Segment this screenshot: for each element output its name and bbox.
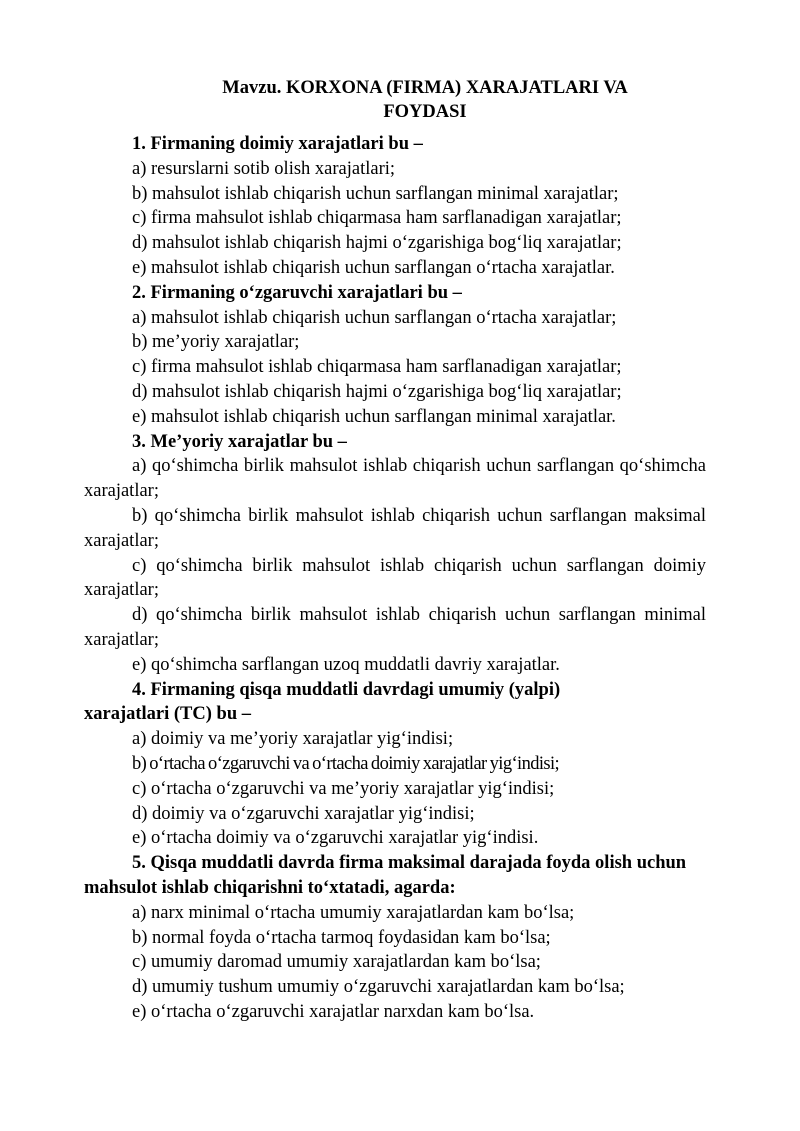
answer-option: c) firma mahsulot ishlab chiqarmasa ham sarflanadigan xarajatlar; [132, 357, 622, 378]
answer-option: e) oʻrtacha oʻzgaruvchi xarajatlar narxdan kam boʻlsa. [132, 1001, 535, 1022]
document-page [84, 76, 706, 1025]
answer-option: e) mahsulot ishlab chiqarish uchun sarflangan minimal xarajatlar. [132, 406, 616, 427]
answer-option: b) me’yoriy xarajatlar; [132, 332, 300, 353]
answer-option: b) normal foyda oʻrtacha tarmoq foydasidan kam boʻlsa; [132, 927, 551, 948]
question-heading: 3. Me’yoriy xarajatlar bu – [132, 431, 347, 452]
answer-option: a) qoʻshimcha birlik mahsulot ishlab chiqarish uchun sarflangan qoʻshimcha xarajatlar; [84, 456, 706, 502]
question-1 [84, 132, 706, 281]
question-heading: 2. Firmaning oʻzgaruvchi xarajatlari bu – [132, 282, 462, 303]
question-4 [84, 678, 706, 852]
answer-option: c) umumiy daromad umumiy xarajatlardan kam boʻlsa; [132, 952, 541, 973]
answer-option: a) doimiy va me’yoriy xarajatlar yigʻindisi; [132, 729, 454, 750]
question-heading: 1. Firmaning doimiy xarajatlari bu – [132, 134, 423, 154]
question-heading: 4. Firmaning qisqa muddatli davrdagi umumiy (yalpi) xarajatlari (TC) bu – [84, 679, 561, 725]
answer-option: e) oʻrtacha doimiy va oʻzgaruvchi xarajatlar yigʻindisi. [132, 828, 539, 849]
answer-option: c) oʻrtacha oʻzgaruvchi va me’yoriy xarajatlar yigʻindisi; [132, 778, 555, 799]
answer-option: c) firma mahsulot ishlab chiqarmasa ham sarflanadigan xarajatlar; [132, 208, 622, 229]
answer-option: d) qoʻshimcha birlik mahsulot ishlab chiqarish uchun sarflangan minimal xarajatlar; [84, 605, 706, 650]
question-2 [84, 281, 706, 430]
answer-option: b) oʻrtacha oʻzgaruvchi va oʻrtacha doimiy xarajatlar yigʻindisi; [132, 753, 560, 774]
page-title [84, 76, 706, 124]
answer-option: b) qoʻshimcha birlik mahsulot ishlab chiqarish uchun sarflangan maksimal xarajatlar; [84, 505, 706, 551]
answer-option: a) narx minimal oʻrtacha umumiy xarajatlardan kam boʻlsa; [132, 902, 575, 923]
answer-option: c) qoʻshimcha birlik mahsulot ishlab chiqarish uchun sarflangan doimiy xarajatlar; [84, 555, 706, 601]
answer-option: a) mahsulot ishlab chiqarish uchun sarflangan oʻrtacha xarajatlar; [132, 307, 617, 328]
answer-option: d) mahsulot ishlab chiqarish hajmi oʻzgarishiga bogʻliq xarajatlar; [132, 233, 622, 254]
answer-option: a) resurslarni sotib olish xarajatlari; [132, 158, 396, 179]
question-3 [84, 430, 706, 678]
title-line-2: FOYDASI [383, 102, 467, 122]
title-line-1: Mavzu. KORXONA (FIRMA) XARAJATLARI VA [222, 78, 628, 98]
answer-option: d) mahsulot ishlab chiqarish hajmi oʻzgarishiga bogʻliq xarajatlar; [132, 381, 622, 402]
question-5 [84, 851, 706, 1025]
answer-option: e) mahsulot ishlab chiqarish uchun sarflangan oʻrtacha xarajatlar. [132, 257, 615, 278]
answer-option: d) doimiy va oʻzgaruvchi xarajatlar yigʻindisi; [132, 803, 475, 824]
answer-option: e) qoʻshimcha sarflangan uzoq muddatli davriy xarajatlar. [132, 654, 560, 675]
answer-option: d) umumiy tushum umumiy oʻzgaruvchi xarajatlardan kam boʻlsa; [132, 977, 625, 998]
answer-option: b) mahsulot ishlab chiqarish uchun sarflangan minimal xarajatlar; [132, 183, 619, 204]
question-heading: 5. Qisqa muddatli davrda firma maksimal darajada foyda olish uchun mahsulot ishlab chiqarishni toʻxtatadi, agarda: [84, 853, 687, 898]
